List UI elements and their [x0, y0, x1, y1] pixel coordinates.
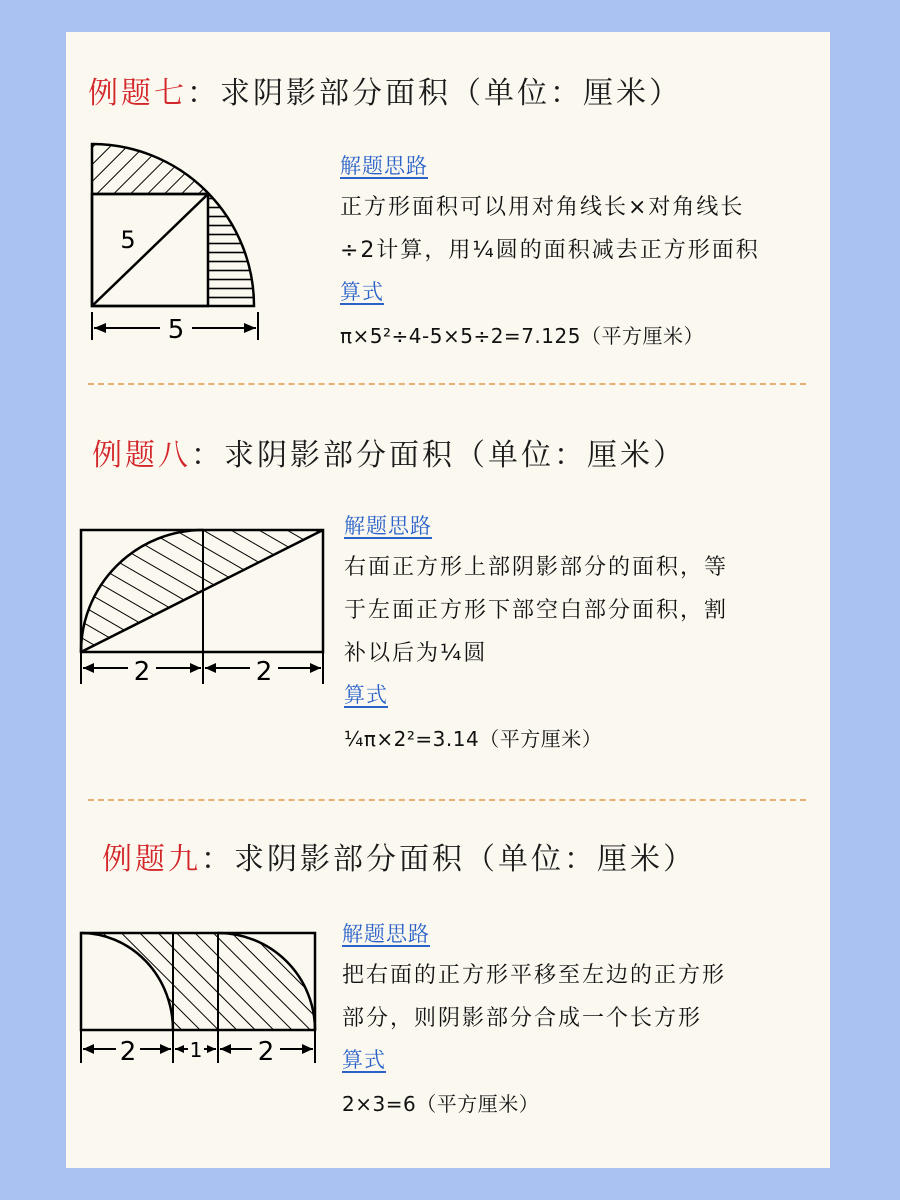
- problem-7-line-1: 正方形面积可以用对角线长×对角线长: [340, 195, 745, 220]
- problem-9-solution-text: [342, 954, 726, 1040]
- problem-7-figure: [82, 140, 272, 345]
- problem-8-left-label: 2: [133, 657, 151, 687]
- problem-8-line-1: 右面正方形上部阴影部分的面积，等: [344, 555, 729, 580]
- problem-8-line-3: 补以后为¼圆: [344, 641, 488, 666]
- problem-9-line-2: 部分，则阴影部分合成一个长方形: [342, 1006, 703, 1031]
- problem-7-diagonal-label: 5: [120, 226, 136, 254]
- problem-9-right-label: 2: [257, 1037, 275, 1067]
- problem-7-formula: π×5²÷4-5×5÷2=7.125（平方厘米）: [340, 324, 704, 348]
- problem-8-title: [92, 430, 686, 474]
- problem-7-solution-text: [340, 186, 760, 272]
- problem-8-figure: [76, 522, 332, 687]
- problem-7-title: [88, 68, 682, 112]
- problem-8-solution: [344, 510, 728, 752]
- problem-9-figure: [76, 925, 322, 1070]
- problem-8-number: 例题八: [92, 438, 191, 473]
- problem-7-solution: [340, 150, 760, 349]
- problem-8-formula: ¼π×2²=3.14（平方厘米）: [344, 727, 603, 751]
- section-divider: [88, 799, 806, 801]
- problem-9-left-label: 2: [119, 1037, 137, 1067]
- problem-7-width-label: 5: [167, 315, 185, 345]
- problem-9-title: [102, 834, 696, 878]
- problem-7-question: ：求阴影部分面积（单位：厘米）: [187, 76, 682, 111]
- section-divider: [88, 383, 806, 385]
- problem-8-question: ：求阴影部分面积（单位：厘米）: [191, 438, 686, 473]
- problem-8-formula-heading: 算式: [344, 683, 388, 707]
- problem-8-solution-heading: 解题思路: [344, 514, 432, 538]
- problem-9-formula: 2×3=6（平方厘米）: [342, 1092, 540, 1116]
- problem-7-line-2: ÷2计算，用¼圆的面积减去正方形面积: [340, 238, 760, 263]
- problem-7-number: 例题七: [88, 76, 187, 111]
- problem-9-number: 例题九: [102, 842, 201, 877]
- problem-8-line-2: 于左面正方形下部空白部分面积，割: [344, 598, 729, 623]
- problem-9-solution: [342, 918, 726, 1117]
- problem-7-solution-heading: 解题思路: [340, 154, 428, 178]
- problem-8-solution-text: [344, 546, 728, 675]
- problem-9-middle-label: 1: [189, 1038, 203, 1062]
- problem-9-formula-heading: 算式: [342, 1048, 386, 1072]
- problem-7-formula-heading: 算式: [340, 280, 384, 304]
- problem-9-solution-heading: 解题思路: [342, 922, 430, 946]
- problem-8-right-label: 2: [255, 657, 273, 687]
- problem-9-question: ：求阴影部分面积（单位：厘米）: [201, 842, 696, 877]
- problem-9-line-1: 把右面的正方形平移至左边的正方形: [342, 963, 727, 988]
